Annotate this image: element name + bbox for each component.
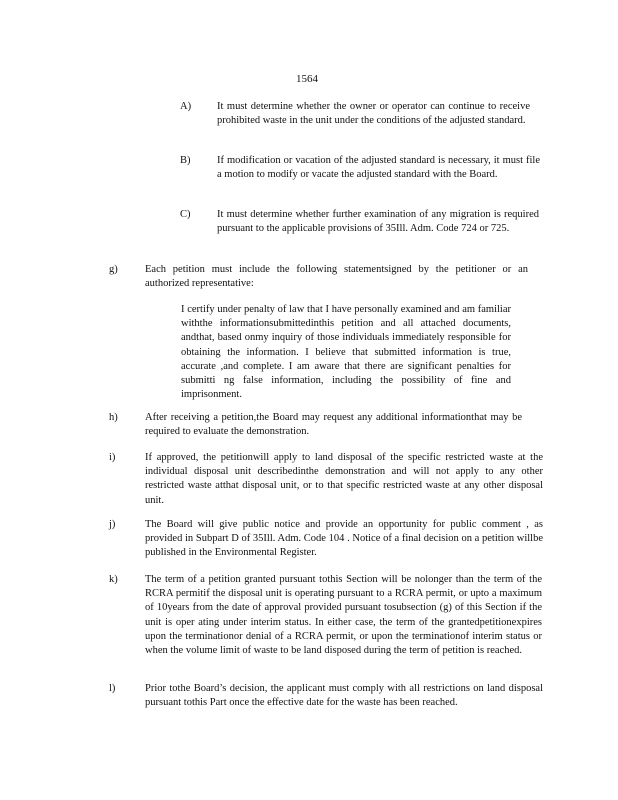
item-label: l) — [109, 683, 116, 694]
sub-item-text: It must determine whether the owner or operator can continue to receive prohibited waste in the unit under the conditions of the adjusted standard. — [217, 101, 530, 127]
item-text: The Board will give public notice and provide an opportunity for public comment , as provided in Subpart D of 35Ill. Adm. Code 104 . Notice of a final decision on a petition willbe published in the Environmental Register. — [145, 519, 543, 559]
item-text: Each petition must include the following statementsigned by the petitioner or an authorized representative: — [145, 264, 528, 290]
page-number: 1564 — [296, 73, 318, 85]
sub-item-text: It must determine whether further examination of any migration is required pursuant to the applicable provisions of 35Ill. Adm. Code 724 or 725. — [217, 209, 539, 235]
sub-item-label: B) — [180, 155, 191, 166]
item-label: h) — [109, 412, 118, 423]
item-text: Prior tothe Board’s decision, the applicant must comply with all restrictions on land disposal pursuant tothis Part once the effective date for the waste has been reached. — [145, 683, 543, 709]
sub-item-text: If modification or vacation of the adjusted standard is necessary, it must file a motion to modify or vacate the adjusted standard with the Board. — [217, 155, 540, 181]
item-label: g) — [109, 264, 118, 275]
item-text: The term of a petition granted pursuant tothis Section will be nolonger than the term of the RCRA permitif the disposal unit is operating pursuant to a RCRA permit, or upto a maximum of 10years from the date of approval provided pursuant tosubsection (g) of this Section if the unit is oper ating under interim status. In either case, the term of the grantedpetitionexpires upon the terminationor denial of a RCRA permit, or upon the terminationof interim status or when the volume limit of waste to be land disposed during the term of petition is reached. — [145, 574, 542, 657]
item-label: j) — [109, 519, 116, 530]
item-text: If approved, the petitionwill apply to land disposal of the specific restricted waste at the individual disposal unit describedinthe demonstration and will not apply to any other restricted waste atthat disposal unit, or to that specific restricted waste at any other disposal unit. — [145, 452, 543, 506]
sub-item-label: A) — [180, 101, 192, 112]
item-label: k) — [109, 574, 118, 585]
item-label: i) — [109, 452, 116, 463]
certification-statement: I certify under penalty of law that I have personally examined and am familiar withthe informationsubmittedinthis petition and all attached documents, andthat, based onmy inquiry of those individuals immediately responsible for obtaining the information. I believe that submitted information is true, accurate ,and complete. I am aware that there are significant penalties for submitti ng false information, including the possibility of fine and imprisonment. — [181, 304, 511, 401]
sub-item-label: C) — [180, 209, 191, 220]
item-text: After receiving a petition,the Board may request any additional informationthat may be required to evaluate the demonstration. — [145, 412, 522, 438]
